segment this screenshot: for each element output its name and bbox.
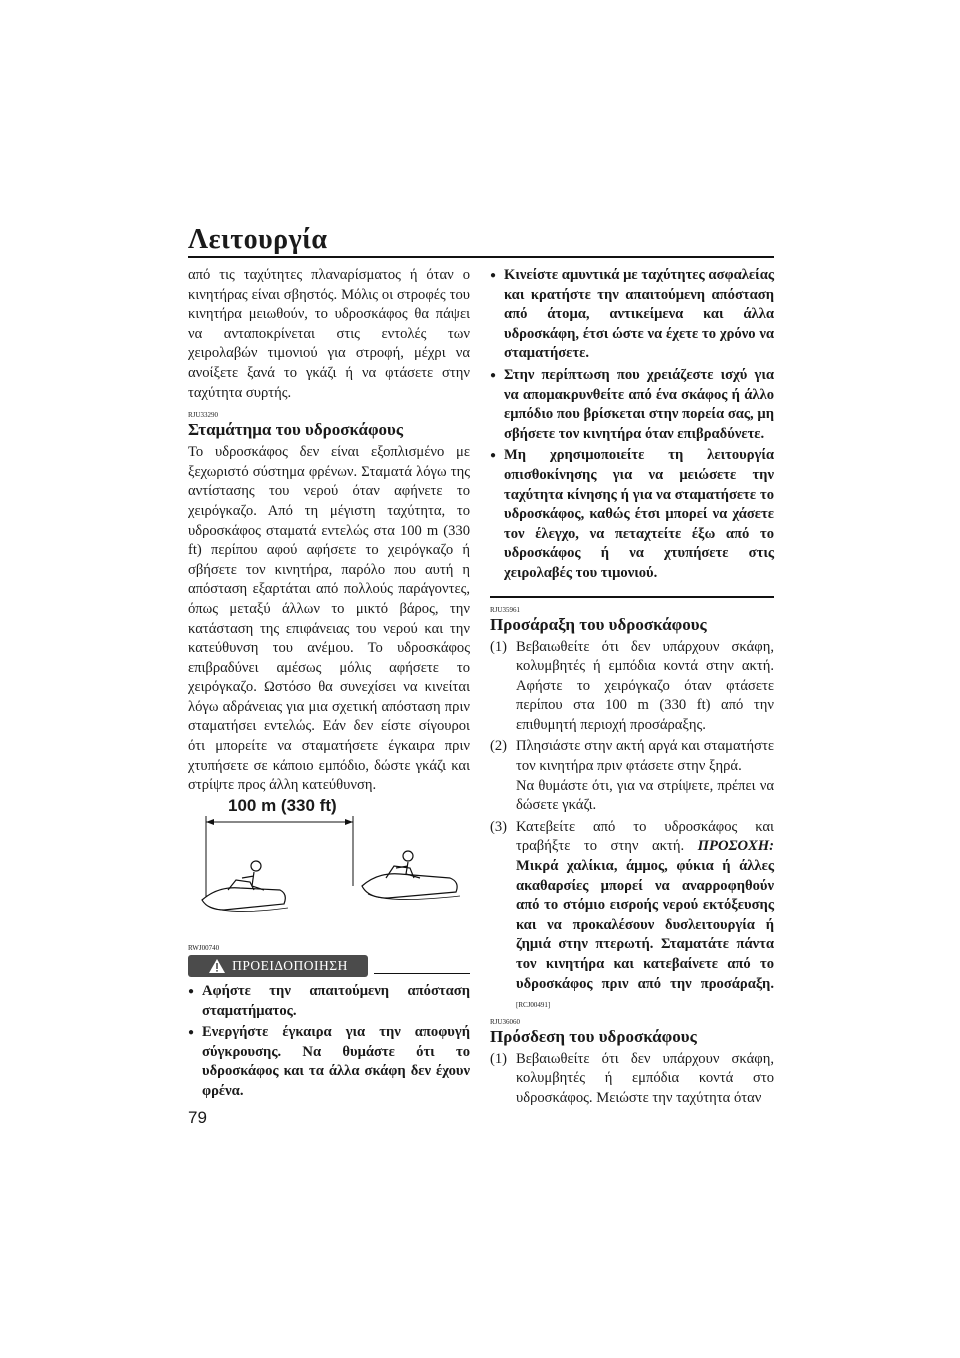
warning-end-rule <box>490 596 774 598</box>
warning-triangle-icon <box>208 958 226 974</box>
jetski-illustration <box>188 786 470 936</box>
mooring-steps <box>490 1050 774 1109</box>
warning-item: ● Μη χρησιμοποιείτε τη λειτουργία οπισθοκίνησης για να μειώσετε την ταχύτητα κίνησης ή για να σταματήσετε το υδροσκάφος, καθώς έτσι μπορεί να χάσετε τον έλεγχο, να πεταχτείτε έξω από το υδροσκάφος ή να χτυπήσετε στις χειρολαβές του τιμονιού. <box>490 446 774 583</box>
page-title: Λειτουργία <box>188 224 328 255</box>
section-title-stopping: Σταμάτημα του υδροσκάφους <box>188 420 404 440</box>
warning-list-left <box>188 982 470 1104</box>
step-number: (1) <box>490 1050 508 1067</box>
warning-item: ● Κινείστε αμυντικά με ταχύτητες ασφαλείας και κρατήστε την απαιτούμενη απόσταση από άτομα, αντικείμενα και άλλα υδροσκάφη, έτσι ώστε να έχετε το χρόνο να σταματήσετε. <box>490 266 774 364</box>
caution-label: ΠΡΟΣΟΧΗ: <box>697 838 774 855</box>
warning-item: ● Αφήστε την απαιτούμενη απόσταση σταματήματος. <box>188 982 470 1021</box>
section-title-mooring: Πρόσδεση του υδροσκάφους <box>490 1026 697 1046</box>
header-rule <box>188 256 774 258</box>
caution-code: [RCJ00491] <box>516 1001 551 1010</box>
step-number: (3) <box>490 818 508 835</box>
section-title-beaching: Προσάραξη του υδροσκάφους <box>490 614 707 634</box>
warning-rule <box>374 973 470 974</box>
intro-paragraph: από τις ταχύτητες πλαναρίσματος ή όταν ο κινητήρας είναι σβηστός. Μόλις οι στροφές του κινητήρα μειωθούν, το υδροσκάφος θα πάψει να ανταποκρίνεται στις εντολές των χειρολαβών τιμονιού για στροφή, μέχρι να ανοίξετε ξανά το γκάζι ή να φτάσετε στην ταχύτητα συρτής. <box>188 267 470 401</box>
step-item <box>490 818 774 1016</box>
step-text: Πλησιάστε στην ακτή αργά και σταματήστε τον κινητήρα πριν φτάσετε στην ξηρά. <box>516 738 774 775</box>
step-text: Βεβαιωθείτε ότι δεν υπάρχουν σκάφη, κολυμβητές ή εμπόδια κοντά στην ακτή. Αφήστε το χειρόγκαζο όταν φτάσετε περίπου στα 100 m (330 ft) από την επιθυμητή περιοχή προσάραξης. <box>516 638 774 733</box>
warning-badge <box>188 955 368 977</box>
jetski-left <box>202 861 288 912</box>
step-item <box>490 1050 774 1109</box>
step-note: Να θυμάστε ότι, για να στρίψετε, πρέπει να δώσετε γκάζι. <box>516 777 774 814</box>
step-number: (2) <box>490 738 508 755</box>
warning-list-right <box>490 266 774 584</box>
beaching-steps <box>490 638 774 1016</box>
step-number: (1) <box>490 638 508 655</box>
right-column <box>490 266 774 1111</box>
left-column <box>188 266 470 796</box>
stopping-distance-figure <box>188 786 470 936</box>
page-number: 79 <box>188 1108 207 1127</box>
warning-item: ● Στην περίπτωση που χρειάζεστε ισχύ για να απομακρυνθείτε από ένα σκάφος ή άλλο εμπόδιο που βρίσκεται στην πορεία σας, μη σβήσετε τον κινητήρα όταν επιβραδύνετε. <box>490 366 774 444</box>
section-code: RJU35961 <box>490 605 520 614</box>
step-item <box>490 737 774 815</box>
caution-text: Μικρά χαλίκια, άμμος, φύκια ή άλλες ακαθαρσίες μπορεί να αναρροφηθούν από το στόμιο εισροής νερού εκτόξευσης και να προκαλέσουν δυσλειτουργία ή ζημιά στην πτερωτή. Σταματάτε πάντα τον κινητήρα και κατεβαίνετε από το υδροσκάφος πριν από την προσάραξη. <box>516 858 774 992</box>
section-code: RJU36060 <box>490 1017 520 1026</box>
step-text: Βεβαιωθείτε ότι δεν υπάρχουν σκάφη, κολυμβητές ή εμπόδια κοντά στο υδροσκάφος. Μειώστε την ταχύτητα όταν <box>516 1050 774 1106</box>
warning-code: RWJ00740 <box>188 944 220 952</box>
jetski-right <box>362 851 460 900</box>
distance-label: 100 m (330 ft) <box>228 796 337 815</box>
stopping-paragraph: Το υδροσκάφος δεν είναι εξοπλισμένο με ξεχωριστό σύστημα φρένων. Σταματά λόγω της αντίστασης του νερού όταν αφήνετε το χειρόγκαζο. Από τη μέγιστη ταχύτητα, το υδροσκάφος σταματά εντελώς στα 100 m (330 ft) περίπου αφού αφήσετε το χειρόγκαζο ή σβήσετε τον κινητήρα, παρόλο που αυτή η απόσταση εξαρτάται από πολλούς παράγοντες, όπως μεταξύ άλλων το μικτό βάρος, την κατάσταση της επιφάνειας του νερού και την κατεύθυνση του ανέμου. Το υδροσκάφος επιβραδύνει αμέσως μόλις αφήσετε το χειρόγκαζο. Ωστόσο θα συνεχίσει να κινείται λόγω αδράνειας για μια σχετική απόσταση πριν σταματήσει εντελώς. Εάν δεν είστε σίγουροι ότι μπορείτε να σταματήσετε έγκαιρα πριν χτυπήσετε σε κάποιο εμπόδιο, δώστε γκάζι και στρίψτε προς άλλη κατεύθυνση. <box>188 444 470 794</box>
step-text: Κατεβείτε από το υδροσκάφος και τραβήξτε το στην ακτή. <box>516 818 774 855</box>
warning-item: ● Ενεργήστε έγκαιρα για την αποφυγή σύγκρουσης. Να θυμάστε ότι το υδροσκάφος και τα άλλα σκάφη δεν έχουν φρένα. <box>188 1023 470 1101</box>
warning-label: ΠΡΟΕΙΔΟΠΟΙΗΣΗ <box>232 958 348 973</box>
section-code: RJU33290 <box>188 411 218 420</box>
step-item <box>490 638 774 736</box>
